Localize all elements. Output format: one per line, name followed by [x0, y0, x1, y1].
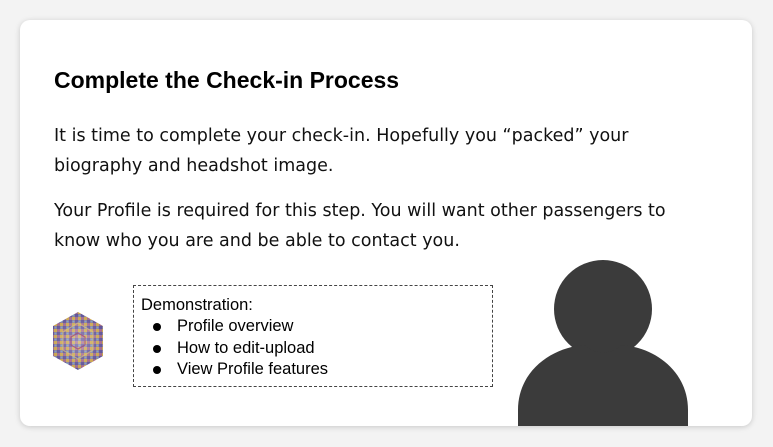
- slide-title: Complete the Check-in Process: [54, 67, 400, 93]
- list-item-label: View Profile features: [177, 360, 329, 378]
- list-item: [141, 316, 492, 338]
- mosaic-hexagon-icon: [48, 311, 108, 371]
- user-silhouette-icon: [518, 260, 688, 426]
- list-item-label: How to edit-upload: [177, 338, 315, 357]
- bullet-icon: [153, 366, 161, 374]
- profile-paragraph: Your Profile is required for this step. You will want other passengers to know who you are and be able to contact you.: [54, 201, 666, 251]
- bullet-icon: [153, 345, 161, 353]
- demonstration-box: [133, 285, 493, 387]
- list-item-label: Profile overview: [177, 317, 294, 335]
- list-item: [141, 338, 492, 360]
- demonstration-heading: Demonstration:: [141, 296, 253, 314]
- slide-card: [20, 20, 752, 426]
- intro-paragraph: It is time to complete your check-in. Hopefully you “packed” your biography and headshot image.: [54, 126, 629, 176]
- list-item: [141, 359, 492, 381]
- demonstration-list: [141, 316, 492, 381]
- bullet-icon: [153, 323, 161, 331]
